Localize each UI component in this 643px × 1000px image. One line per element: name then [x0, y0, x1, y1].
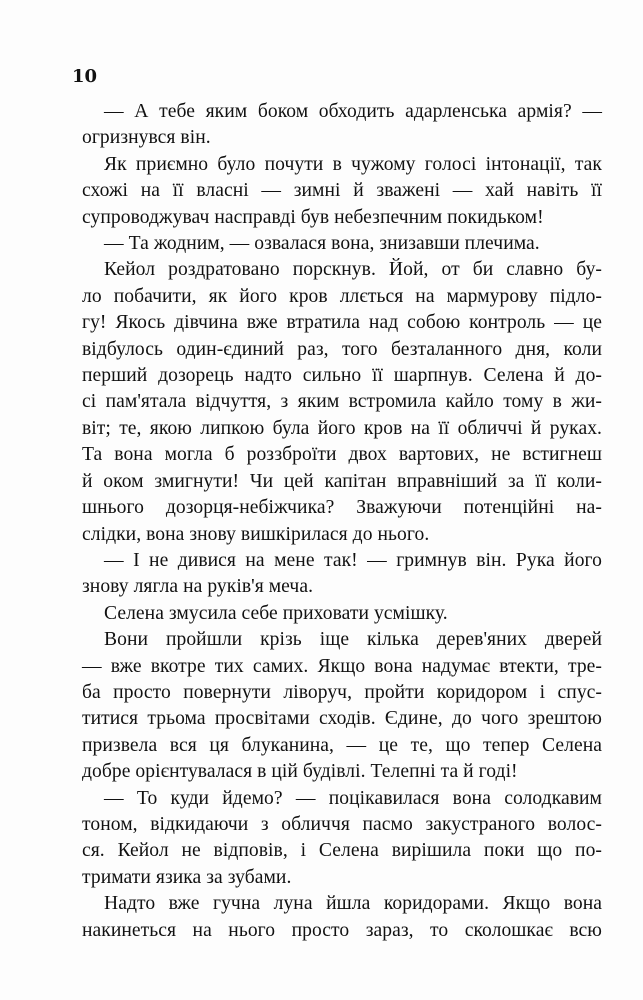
text-line: Та вона могла б роззброїти двох вартових, не встигнеш [82, 444, 602, 466]
text-line: сі пам'ятала відчуття, з яким встромила кайло тому в жи- [82, 391, 602, 413]
text-line: перший дозорець надто сильно її шарпнув. Селена й до- [82, 365, 602, 387]
paragraph [82, 786, 602, 892]
text-line: віт; те, якою липкою була його кров на її обличчі й руках. [82, 417, 602, 439]
text-line: — І не дивися на мене так! — гримнув він. Рука його [104, 549, 602, 571]
paragraph [82, 231, 602, 257]
text-line: тримати язика за зубами. [82, 866, 292, 888]
text-line: — вже вкотре тих самих. Якщо вона надумає втекти, тре- [82, 655, 602, 677]
paragraph [82, 601, 602, 627]
text-line: призвела вся ця блуканина, — це те, що тепер Селена [82, 734, 602, 756]
text-line: Вони пройшли крізь іще кілька дерев'яних дверей [104, 629, 602, 651]
text-line: огризнувся він. [82, 127, 211, 149]
text-line: ба просто повернути ліворуч, пройти коридором і спус- [82, 681, 602, 703]
paragraph [82, 548, 602, 601]
paragraph [82, 99, 602, 152]
text-line: гу! Якось дівчина вже втратила над собою контроль — це [82, 312, 602, 334]
text-line: схожі на її власні — зимні й зважені — хай навіть її [82, 180, 602, 202]
text-line: — То куди йдемо? — поцікавилася вона солодкавим [104, 787, 602, 809]
text-line: супроводжувач насправді був небезпечним покидьком! [82, 206, 544, 228]
text-line: ло побачити, як його кров ллється на мармурову підло- [82, 285, 602, 307]
paragraph [82, 257, 602, 547]
text-line: слідки, вона знову вишкірилася до нього. [82, 523, 430, 545]
text-line: Селена змусила себе приховати усмішку. [104, 602, 448, 624]
paragraph [82, 152, 602, 231]
text-line: ся. Кейол не відповів, і Селена вирішила поки що по- [82, 840, 602, 862]
text-line: Надто вже гучна луна йшла коридорами. Якщо вона [104, 893, 602, 915]
text-line: шнього дозорця-небіжчика? Зважуючи потенційні на- [82, 497, 602, 519]
text-line: Як приємно було почути в чужому голосі інтонації, так [104, 153, 602, 175]
text-line: титися трьома просвітами сходів. Єдине, до чого зрештою [82, 708, 602, 730]
page-number: 10 [72, 66, 98, 87]
text-line: накинеться на нього просто зараз, то сколошкає всю [82, 919, 602, 941]
text-line: Кейол роздратовано порскнув. Йой, от би славно бу- [104, 259, 602, 281]
text-line: знову лягла на руків'я меча. [82, 576, 314, 598]
paragraph [82, 891, 602, 944]
body-text [82, 99, 602, 944]
text-line: добре орієнтувалася в цій будівлі. Телепні та й годі! [82, 761, 518, 783]
text-line: — А тебе яким боком обходить адарленська армія? — [104, 101, 602, 122]
text-line: відбулось один-єдиний раз, того безталанного дня, коли [82, 338, 602, 360]
text-line: й оком змигнути! Чи цей капітан вправніший за її коли- [82, 470, 602, 492]
text-line: тоном, відкидаючи з обличчя пасмо закустраного волос- [82, 813, 602, 835]
paragraph [82, 627, 602, 785]
text-line: — Та жодним, — озвалася вона, знизавши плечима. [104, 233, 540, 255]
